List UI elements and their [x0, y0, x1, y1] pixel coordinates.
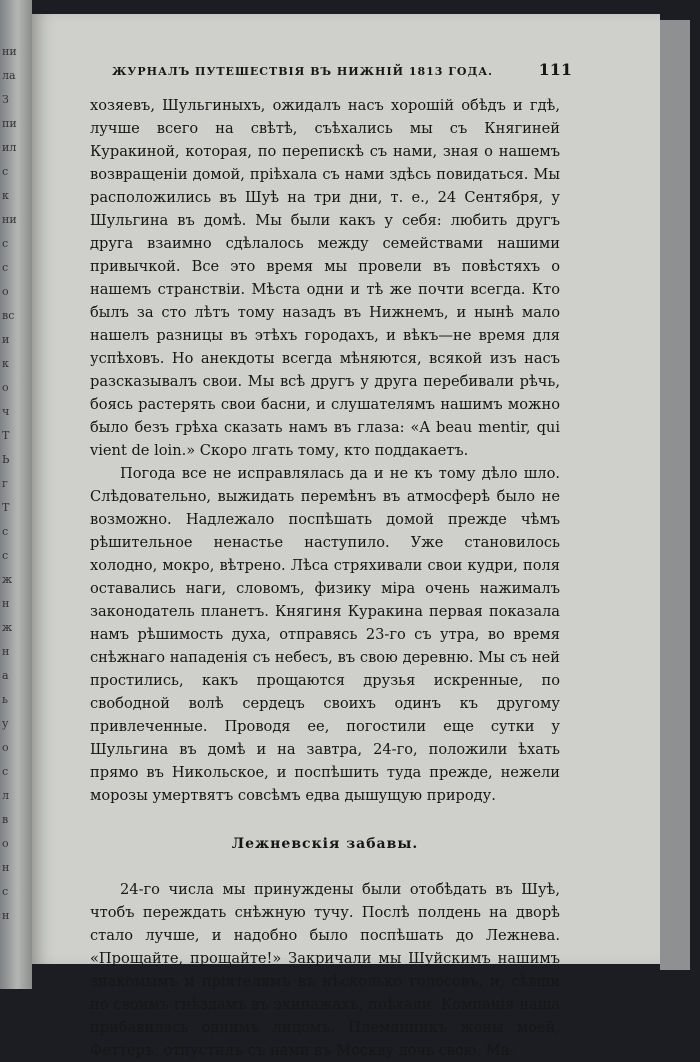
page-number: 111 [538, 60, 572, 79]
paragraph: хозяевъ, Шульгиныхъ, ожидалъ насъ хорошій обѣдъ и гдѣ, лучше всего на свѣтѣ, съѣхались мы съ Княгиней Куракиной, которая, по перепискѣ съ нами, зная о нашемъ возвращеніи домой, пріѣхала съ нами здѣсь повидаться. Мы расположились въ Шуѣ на три дни, т. е., 24 Сентября, у Шульгина въ домѣ. Мы были какъ у себя: любить другъ друга взаимно сдѣлалось между семействами нашими привычкой. Все это время мы провели въ повѣстяхъ о нашемъ странствіи. Мѣста одни и тѣ же почти всегда. Кто былъ за сто лѣтъ тому назадъ въ Нижнемъ, и нынѣ мало нашелъ разницы въ этѣхъ городахъ, и вѣкъ—не время для успѣховъ. Но анекдоты всегда мѣняются, всякой изъ насъ разсказывалъ свои. Мы всѣ другъ у друга перебивали рѣчь, боясь растерять свои басни, и слушателямъ нашимъ можно было безъ грѣха сказать намъ въ глаза: «A beau mentir, qui vient de loin.» Скоро лгать тому, кто поддакаетъ. [90, 97, 560, 459]
page-stack-edge [660, 20, 690, 970]
adjacent-page-text: ни ла З пи ил с к ни с с о вс и к о ч Т Ь г Т с с ж н ж н а ь у о с л в о н с н [2, 45, 17, 922]
paragraph: 24-го числа мы принуждены были отобѣдать въ Шуѣ, чтобъ переждать снѣжную тучу. Послѣ полдень на дворѣ стало лучше, и надобно было поспѣшать до Лежнева. «Прощайте, прощайте!» Закричали мы Шуйскимъ нашимъ знакомымъ и пріятелямъ въ нѣсколько голосовъ, и, сѣвши по своимъ гнѣздамъ въ экипажахъ, поѣхали. Компанія наша прибавилась однимъ лицомъ. Племянникъ жены моей, Феттеръ, отпустилъ съ нами въ Москву дочь свою, Ма- [90, 881, 560, 1059]
section-heading: Лежневскія забавы. [231, 836, 419, 852]
paragraph: Погода все не исправлялась да и не къ тому дѣло шло. Слѣдовательно, выжидать перемѣнъ въ атмосферѣ было не возможно. Надлежало поспѣшать домой прежде чѣмъ рѣшительное ненастье наступило. Уже становилось холодно, мокро, вѣтрено. Лѣса стряхивали свои кудри, поля оставались наги, словомъ, физику міра очень нажималъ законодатель планетъ. Княгиня Куракина первая показала намъ рѣшимость духа, отправясь 23-го съ утра, во время снѣжнаго нападенія съ небесъ, въ свою деревню. Мы съ ней простились, какъ прощаются друзья искренные, по свободной волѣ сердецъ своихъ одинъ къ другому привлеченные. Проводя ее, погостили еще сутки у Шульгина въ домѣ и на завтра, 24-го, положили ѣхать прямо въ Никольское, и поспѣшить туда прежде, нежели морозы умертвятъ совсѣмъ едва дышущую природу. [90, 465, 560, 804]
adjacent-page-edge [0, 0, 32, 989]
page-body [90, 94, 560, 1062]
running-header [112, 60, 572, 79]
book-page [32, 14, 660, 1059]
running-title: ЖУРНАЛЪ ПУТЕШЕСТВІЯ ВЪ НИЖНІЙ 1813 ГОДА. [112, 65, 494, 78]
